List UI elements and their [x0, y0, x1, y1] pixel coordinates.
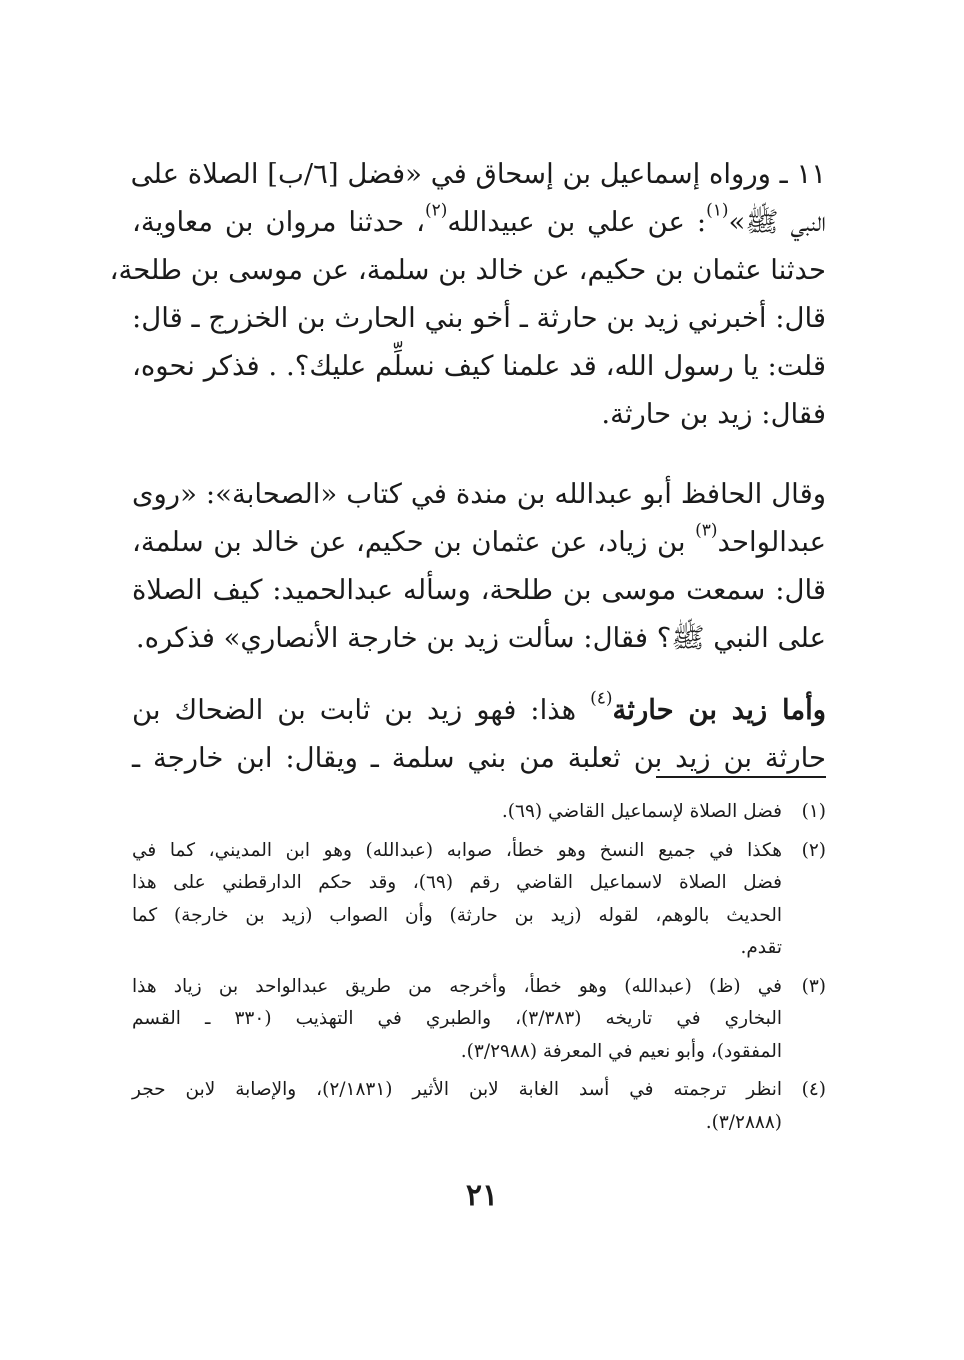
- footnotes: [132, 796, 826, 1145]
- footnote-number: (٣): [801, 975, 826, 997]
- text-line: ١١ ـ ورواه إسماعيل بن إسحاق في «فضل [٦/ب] الصلاة على: [130, 158, 826, 190]
- footnote-1: [132, 796, 826, 829]
- footnote-number: (١): [801, 801, 826, 822]
- footnote-line: فضل الصلاة لاسماعيل القاضي رقم (٦٩)، وقد حكم الدارقطني على هذا: [132, 872, 782, 893]
- footnote-ref-2[interactable]: (٢): [424, 200, 448, 221]
- text-line: عبدالواحد$^{(٣)}$ بن زياد، عن عثمان بن حكيم، عن خالد بن سلمة،: [132, 520, 826, 558]
- footnote-ref-1[interactable]: (١): [706, 200, 729, 221]
- paragraph-ibn-mandah: [132, 470, 826, 662]
- footnote-line: هكذا في جميع النسخ وهو خطأ، صوابه (عبدالله) وهو ابن المديني، كما في: [132, 839, 782, 861]
- footnote-line: المفقود)، وأبو نعيم في المعرفة (٣/٢٩٨٨).: [460, 1040, 782, 1062]
- page-number: ٢١: [465, 1178, 499, 1213]
- bold-heading: وأما زيد بن حارثة: [612, 694, 826, 726]
- footnote-line: تقدم.: [740, 937, 782, 958]
- footnote-4: [132, 1074, 826, 1139]
- footnote-number: (٤): [801, 1079, 826, 1100]
- text-line: قال: أخبرني زيد بن حارثة ـ أخو بني الحارث بن الخزرج ـ قال:: [132, 302, 826, 334]
- footnote-number: (٢): [801, 839, 826, 861]
- footnote-line: البخاري في تاريخه (٣/٣٨٣)، والطبري في التهذيب (٣٣٠ ـ القسم: [132, 1008, 782, 1029]
- text-line: حارثة بن زيد بن ثعلبة من بني سلمة ـ ويقال: ابن خارجة ـ: [132, 742, 826, 774]
- footnote-line: فضل الصلاة لإسماعيل القاضي (٦٩).: [501, 801, 782, 822]
- footnote-line: (٣/٢٨٨٨).: [705, 1111, 782, 1133]
- footnote-ref-4[interactable]: (٤): [590, 688, 613, 709]
- text-line: حدثنا عثمان بن حكيم، عن خالد بن سلمة، عن موسى بن طلحة،: [109, 254, 826, 286]
- footnote-line: الحديث بالوهم، لقوله (زيد بن حارثة) وأن الصواب (زيد بن خارجة) كما: [132, 904, 782, 926]
- text-line: على النبي ﷺ؟ فقال: سألت زيد بن خارجة الأنصاري» فذكره.: [135, 622, 826, 654]
- paragraph-zayd: [132, 686, 826, 782]
- text-line: وأما زيد بن حارثة$^{(٤)}$ هذا: فهو زيد بن ثابت بن الضحاك بن: [132, 688, 826, 726]
- footnote-3: [132, 971, 826, 1069]
- footnote-2: [132, 835, 826, 965]
- footnote-line: انظر ترجمته في أسد الغابة لابن الأثير (٢/١٨٣١)، والإصابة لابن حجر: [132, 1079, 782, 1100]
- text-line: وقال الحافظ أبو عبدالله بن مندة في كتاب «الصحابة»: «روى: [132, 478, 826, 510]
- footnote-ref-3[interactable]: (٣): [695, 520, 718, 541]
- paragraph-hadith-11: [109, 150, 826, 440]
- footnote-line: في (ظ) (عبدالله) وهو خطأ، وأخرجه من طريق عبدالواحد بن زياد هذا: [132, 975, 782, 997]
- text-line: قلت: يا رسول الله، قد علمنا كيف نسلِّم عليك؟. . فذكر نحوه،: [132, 350, 826, 382]
- text-line: قال: سمعت موسى بن طلحة، وسأله عبدالحميد: كيف الصلاة: [132, 574, 826, 606]
- text-line: فقال: زيد بن حارثة.: [601, 398, 826, 430]
- main-text: [109, 150, 826, 782]
- footnote-separator: [656, 776, 826, 778]
- text-line: النبي ﷺ»$^{(١)}$: عن علي بن عبيدالله$^{(٢)}$، حدثنا مروان بن معاوية،: [132, 200, 826, 238]
